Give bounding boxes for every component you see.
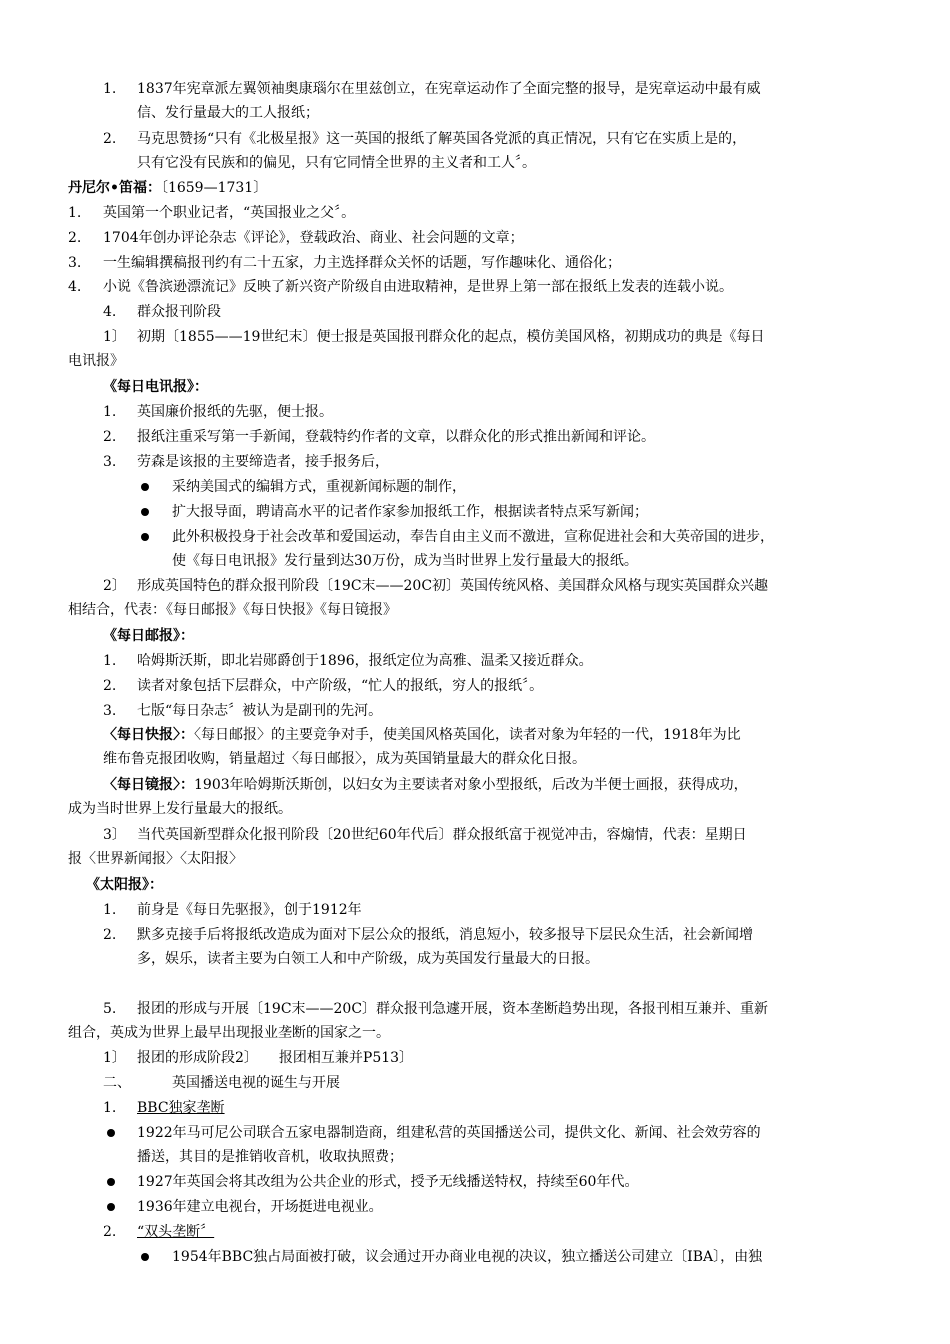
list-number: 4. xyxy=(68,279,82,295)
line-text: 只有它没有民族和的偏见，只有它同情全世界的主义者和工人〞。 xyxy=(137,155,536,171)
text-line xyxy=(137,1221,214,1243)
text-line xyxy=(103,724,741,746)
list-number: 2. xyxy=(103,927,117,943)
bullet-icon xyxy=(141,483,149,491)
text-line xyxy=(137,924,753,946)
section-heading: 〈每日快报〉： xyxy=(103,727,194,743)
text-line xyxy=(137,426,655,448)
text-line xyxy=(103,276,733,298)
bullet-icon xyxy=(107,1178,115,1186)
line-text: 报〈世界新闻报〉〈太阳报〉 xyxy=(68,851,243,867)
list-number: 3〕 xyxy=(103,827,126,843)
section-heading: 《每日邮报》： xyxy=(103,628,194,644)
list-number: 1. xyxy=(103,1100,117,1116)
text-line xyxy=(137,1196,383,1218)
line-text: BBC独家垄断 xyxy=(137,1100,225,1116)
line-text: 1954年BBC独占局面被打破，议会通过开办商业电视的决议，独立播送公司建立〔IBA〕，由独 xyxy=(172,1249,763,1265)
text-line xyxy=(137,575,768,597)
text-line xyxy=(137,451,389,473)
line-text: 马克思赞扬“只有《北极星报》这一英国的报纸了解英国各党派的真正情况，只有它在实质上是的， xyxy=(137,131,747,147)
line-text: 七版“每日杂志〞被认为是副刊的先河。 xyxy=(137,703,383,719)
text-line xyxy=(68,798,292,820)
list-number: 3. xyxy=(103,454,117,470)
text-line xyxy=(172,1246,762,1268)
line-text: 采纳美国式的编辑方式，重视新闻标题的制作， xyxy=(172,479,466,495)
text-line xyxy=(137,152,536,174)
line-text: 1936年建立电视台，开场挺进电视业。 xyxy=(137,1199,383,1215)
list-number: 3. xyxy=(103,703,117,719)
line-text: 报团的形成与开展〔19C末——20C〕群众报刊急遽开展，资本垄断趋势出现，各报刊相互兼并、重新 xyxy=(137,1001,769,1017)
list-number: 2. xyxy=(103,1224,117,1240)
line-text: 默多克接手后将报纸改造成为面对下层公众的报纸，消息短小，较多报导下层民众生活，社会新闻增 xyxy=(137,927,753,943)
list-number: 2. xyxy=(103,429,117,445)
list-number: 1. xyxy=(103,404,117,420)
text-line xyxy=(68,848,243,870)
line-text: 相结合，代表：《每日邮报》《每日快报》《每日镜报》 xyxy=(68,602,397,618)
line-text: 多，娱乐，读者主要为白领工人和中产阶级，成为英国发行量最大的日报。 xyxy=(137,951,599,967)
list-number: 2〕 xyxy=(103,578,126,594)
line-text: 1922年马可尼公司联合五家电器制造商，组建私营的英国播送公司，提供文化、新闻、社会效劳容的 xyxy=(137,1125,761,1141)
line-text: 1704年创办评论杂志《评论》，登载政治、商业、社会问题的文章； xyxy=(103,230,524,246)
text-line xyxy=(137,401,333,423)
bullet-icon xyxy=(141,1253,149,1261)
line-text: 劳森是该报的主要缔造者，接手报务后， xyxy=(137,454,389,470)
text-line xyxy=(103,625,194,647)
text-line xyxy=(68,1022,390,1044)
text-line xyxy=(137,998,768,1020)
text-line xyxy=(103,252,621,274)
text-line xyxy=(103,376,208,398)
list-number: 4. xyxy=(103,304,117,320)
line-text: 1837年宪章派左翼领袖奥康瑙尔在里兹创立，在宪章运动作了全面完整的报导，是宪章运动中最有威 xyxy=(137,81,761,97)
line-text: 成为当时世界上发行量最大的报纸。 xyxy=(68,801,292,817)
line-text: 1903年哈姆斯沃斯创，以妇女为主要读者对象小型报纸，后改为半便士画报，获得成功， xyxy=(194,777,748,793)
line-text: 英国廉价报纸的先驱，便士报。 xyxy=(137,404,333,420)
list-number: 1. xyxy=(103,902,117,918)
bullet-icon xyxy=(107,1203,115,1211)
line-text: 维布鲁克报团收购，销量超过〈每日邮报〉，成为英国销量最大的群众化日报。 xyxy=(103,751,586,767)
line-text: 播送，其目的是推销收音机，收取执照费； xyxy=(137,1149,403,1165)
text-line xyxy=(172,1072,340,1094)
text-line xyxy=(103,227,524,249)
text-line xyxy=(172,476,466,498)
list-number: 1〕 xyxy=(103,329,126,345)
text-line xyxy=(68,350,124,372)
bullet-icon xyxy=(107,1129,115,1137)
line-text: 形成英国特色的群众报刊阶段〔19C末——20C初〕英国传统风格、美国群众风格与现实英国群众兴趣 xyxy=(137,578,769,594)
list-number: 1. xyxy=(103,653,117,669)
line-text: 哈姆斯沃斯，即北岩郧爵创于1896，报纸定位为高雅、温柔又接近群众。 xyxy=(137,653,593,669)
text-line xyxy=(137,301,221,323)
section-heading: 《太阳报》： xyxy=(86,877,163,893)
line-text: 读者对象包括下层群众，中产阶级，“忙人的报纸，穷人的报纸〞。 xyxy=(137,678,544,694)
line-text: 群众报刊阶段 xyxy=(137,304,221,320)
text-line xyxy=(137,102,319,124)
list-number: 1〕 xyxy=(103,1050,126,1066)
line-text: 〈每日邮报〉的主要竞争对手，使美国风格英国化，读者对象为年轻的一代，1918年为比 xyxy=(194,727,741,743)
text-line xyxy=(172,526,774,548)
section-heading: 丹尼尔•笛福： xyxy=(68,180,161,196)
section-heading: 《每日电讯报》： xyxy=(103,379,208,395)
text-line xyxy=(137,700,382,722)
line-text: “双头垄断〞 xyxy=(137,1224,215,1240)
text-line xyxy=(103,748,586,770)
text-line xyxy=(137,948,599,970)
text-line xyxy=(137,1146,403,1168)
text-line xyxy=(137,326,764,348)
list-number: 5. xyxy=(103,1001,117,1017)
text-line xyxy=(68,177,267,199)
text-line xyxy=(172,550,638,572)
list-number: 2. xyxy=(68,230,82,246)
line-text: 当代英国新型群众化报刊阶段〔20世纪60年代后〕群众报纸富于视觉冲击，容煽情，代表：星期日 xyxy=(137,827,747,843)
line-text: 小说《鲁滨逊漂流记》反映了新兴资产阶级自由进取精神，是世界上第一部在报纸上发表的连载小说。 xyxy=(103,279,733,295)
line-text: 〔1659—1731〕 xyxy=(160,180,268,196)
text-line xyxy=(172,501,648,523)
bullet-icon xyxy=(141,508,149,516)
text-line xyxy=(137,650,593,672)
line-text: 使《每日电讯报》发行量到达30万份，成为当时世界上发行量最大的报纸。 xyxy=(172,553,638,569)
line-text: 英国第一个职业记者，“英国报业之父〞。 xyxy=(103,205,356,221)
text-line xyxy=(103,202,355,224)
line-text: 信、发行量最大的工人报纸； xyxy=(137,105,319,121)
line-text: 报团的形成阶段2〕 报团相互兼并P513〕 xyxy=(137,1050,414,1066)
text-line xyxy=(137,1171,638,1193)
line-text: 扩大报导面，聘请高水平的记者作家参加报纸工作，根据读者特点采写新闻； xyxy=(172,504,648,520)
text-line xyxy=(137,899,362,921)
text-line xyxy=(86,874,163,896)
list-number: 1. xyxy=(68,205,82,221)
line-text: 报纸注重采写第一手新闻，登载特约作者的文章，以群众化的形式推出新闻和评论。 xyxy=(137,429,655,445)
text-line xyxy=(137,128,746,150)
line-text: 电讯报》 xyxy=(68,353,124,369)
list-number: 2. xyxy=(103,678,117,694)
list-number: 3. xyxy=(68,255,82,271)
text-line xyxy=(137,1047,413,1069)
line-text: 1927年英国会将其改组为公共企业的形式，授予无线播送特权，持续至60年代。 xyxy=(137,1174,639,1190)
line-text: 初期〔1855——19世纪末〕便士报是英国报刊群众化的起点，模仿美国风格，初期成功的典是《每日 xyxy=(137,329,765,345)
list-number: 二、 xyxy=(103,1075,131,1091)
text-line xyxy=(137,78,761,100)
text-line xyxy=(137,824,747,846)
text-line xyxy=(103,774,748,796)
section-heading: 〈每日镜报〉： xyxy=(103,777,194,793)
line-text: 此外积极投身于社会改革和爱国运动，奉告自由主义而不激进，宣称促进社会和大英帝国的进步， xyxy=(172,529,774,545)
text-line xyxy=(137,1097,225,1119)
list-number: 1. xyxy=(103,81,117,97)
line-text: 英国播送电视的诞生与开展 xyxy=(172,1075,340,1091)
text-line xyxy=(137,1122,761,1144)
text-line xyxy=(137,675,543,697)
line-text: 一生编辑撰稿报刊约有二十五家，力主选择群众关怀的话题，写作趣味化、通俗化； xyxy=(103,255,621,271)
list-number: 2. xyxy=(103,131,117,147)
line-text: 组合，英成为世界上最早出现报业垄断的国家之一。 xyxy=(68,1025,390,1041)
text-line xyxy=(68,599,397,621)
bullet-icon xyxy=(141,533,149,541)
line-text: 前身是《每日先驱报》，创于1912年 xyxy=(137,902,362,918)
